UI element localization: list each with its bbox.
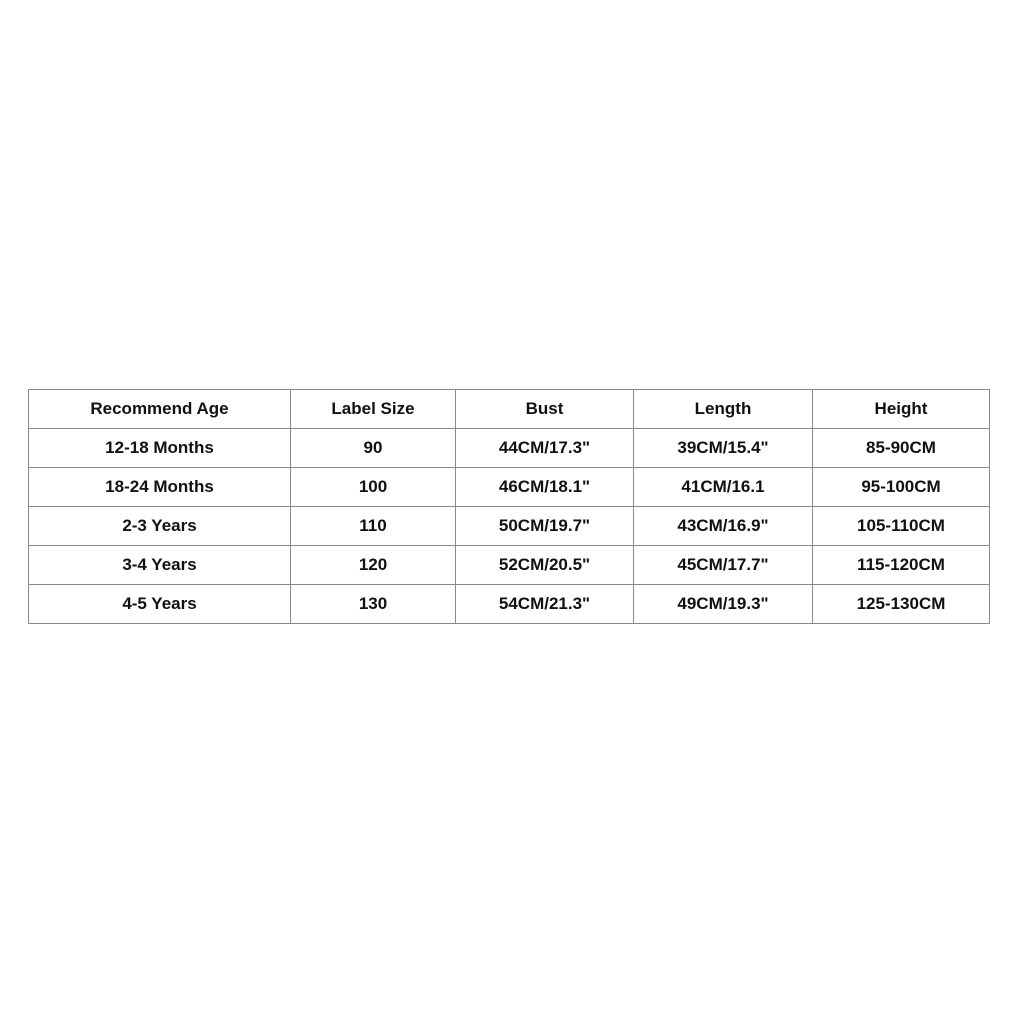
cell-bust: 52CM/20.5": [456, 546, 634, 585]
cell-length: 41CM/16.1: [634, 468, 813, 507]
cell-label-size: 100: [291, 468, 456, 507]
cell-height: 115-120CM: [813, 546, 990, 585]
header-recommend-age: Recommend Age: [29, 390, 291, 429]
header-height: Height: [813, 390, 990, 429]
cell-length: 43CM/16.9": [634, 507, 813, 546]
cell-bust: 46CM/18.1": [456, 468, 634, 507]
header-length: Length: [634, 390, 813, 429]
table-row: [29, 507, 990, 546]
cell-label-size: 110: [291, 507, 456, 546]
cell-height: 95-100CM: [813, 468, 990, 507]
cell-length: 39CM/15.4": [634, 429, 813, 468]
table-row: [29, 468, 990, 507]
cell-label-size: 130: [291, 585, 456, 624]
table-row: [29, 546, 990, 585]
header-label-size: Label Size: [291, 390, 456, 429]
cell-recommend-age: 4-5 Years: [29, 585, 291, 624]
cell-recommend-age: 2-3 Years: [29, 507, 291, 546]
cell-recommend-age: 3-4 Years: [29, 546, 291, 585]
cell-recommend-age: 12-18 Months: [29, 429, 291, 468]
header-bust: Bust: [456, 390, 634, 429]
cell-label-size: 90: [291, 429, 456, 468]
cell-height: 125-130CM: [813, 585, 990, 624]
table-row: [29, 429, 990, 468]
cell-label-size: 120: [291, 546, 456, 585]
cell-height: 85-90CM: [813, 429, 990, 468]
cell-recommend-age: 18-24 Months: [29, 468, 291, 507]
cell-bust: 44CM/17.3": [456, 429, 634, 468]
cell-bust: 50CM/19.7": [456, 507, 634, 546]
cell-height: 105-110CM: [813, 507, 990, 546]
size-chart-table: [28, 389, 990, 624]
cell-length: 45CM/17.7": [634, 546, 813, 585]
table-row: [29, 585, 990, 624]
cell-bust: 54CM/21.3": [456, 585, 634, 624]
table-header-row: [29, 390, 990, 429]
cell-length: 49CM/19.3": [634, 585, 813, 624]
